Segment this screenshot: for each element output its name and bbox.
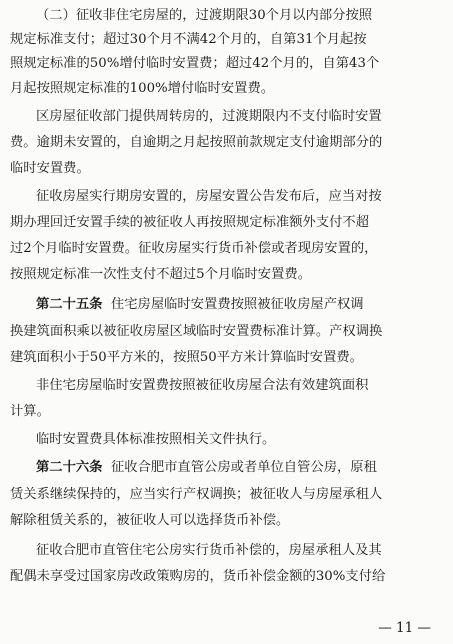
text-line: 非住宅房屋临时安置费按照被征收房屋合法有效建筑面积 [36,378,369,393]
text-line: 临时安置费。 [10,161,90,176]
text-line: 过2个月临时安置费。征收房屋实行货币补偿或者现房安置的， [10,241,378,256]
text-line: 区房屋征收部门提供周转房的，过渡期限内不支付临时安置 [36,109,382,124]
article-line: 第二十六条 征收合肥市直管公房或者单位自管公房，原租 [36,460,377,475]
text-line: 规定标准支付；超过30个月不满42个月的，自第31个月起按 [10,32,367,47]
text-line: 计算。 [10,404,50,419]
text-line: 配偶未享受过国家房改政策购房的，货币补偿金额的30%支付给 [10,569,386,584]
text-line: 月起按照规定标准的100%增付临时安置费。 [10,81,275,96]
text-line: 征收合肥市直管住宅公房实行货币补偿的，房屋承租人及其 [36,543,382,558]
text-line: 临时安置费具体标准按照相关文件执行。 [36,432,276,447]
text-line: 期办理回迁安置手续的被征收人再按照规定标准额外支付不超 [10,215,370,230]
article-heading: 第二十六条 [36,460,103,475]
text-line: 按照规定标准一次性支付不超过5个月临时安置费。 [10,267,311,282]
text-line: 照规定标准的50%增付临时安置费；超过42个月的，自第43个 [10,56,380,71]
text-line: 费。逾期未安置的，自逾期之月起按照前款规定支付逾期部分的 [10,135,383,150]
text-line: 赁关系继续保持的，应当实行产权调换；被征收人与房屋承租人 [10,487,383,502]
text-line: 征收房屋实行期房安置的，房屋安置公告发布后，应当对按 [36,189,382,204]
text-line: 换建筑面积乘以被征收房屋区域临时安置费标准计算。产权调换 [10,324,383,339]
text-line: 解除租赁关系的，被征收人可以选择货币补偿。 [10,513,290,528]
article-heading: 第二十五条 [36,297,103,312]
text-line: （二）征收非住宅房屋的，过渡期限30个月以内部分按照 [36,8,373,23]
text-line: 建筑面积小于50平方米的，按照50平方米计算临时安置费。 [10,350,363,365]
article-line: 第二十五条 住宅房屋临时安置费按照被征收房屋产权调 [36,297,364,312]
page-number: — 11 — [378,620,431,636]
